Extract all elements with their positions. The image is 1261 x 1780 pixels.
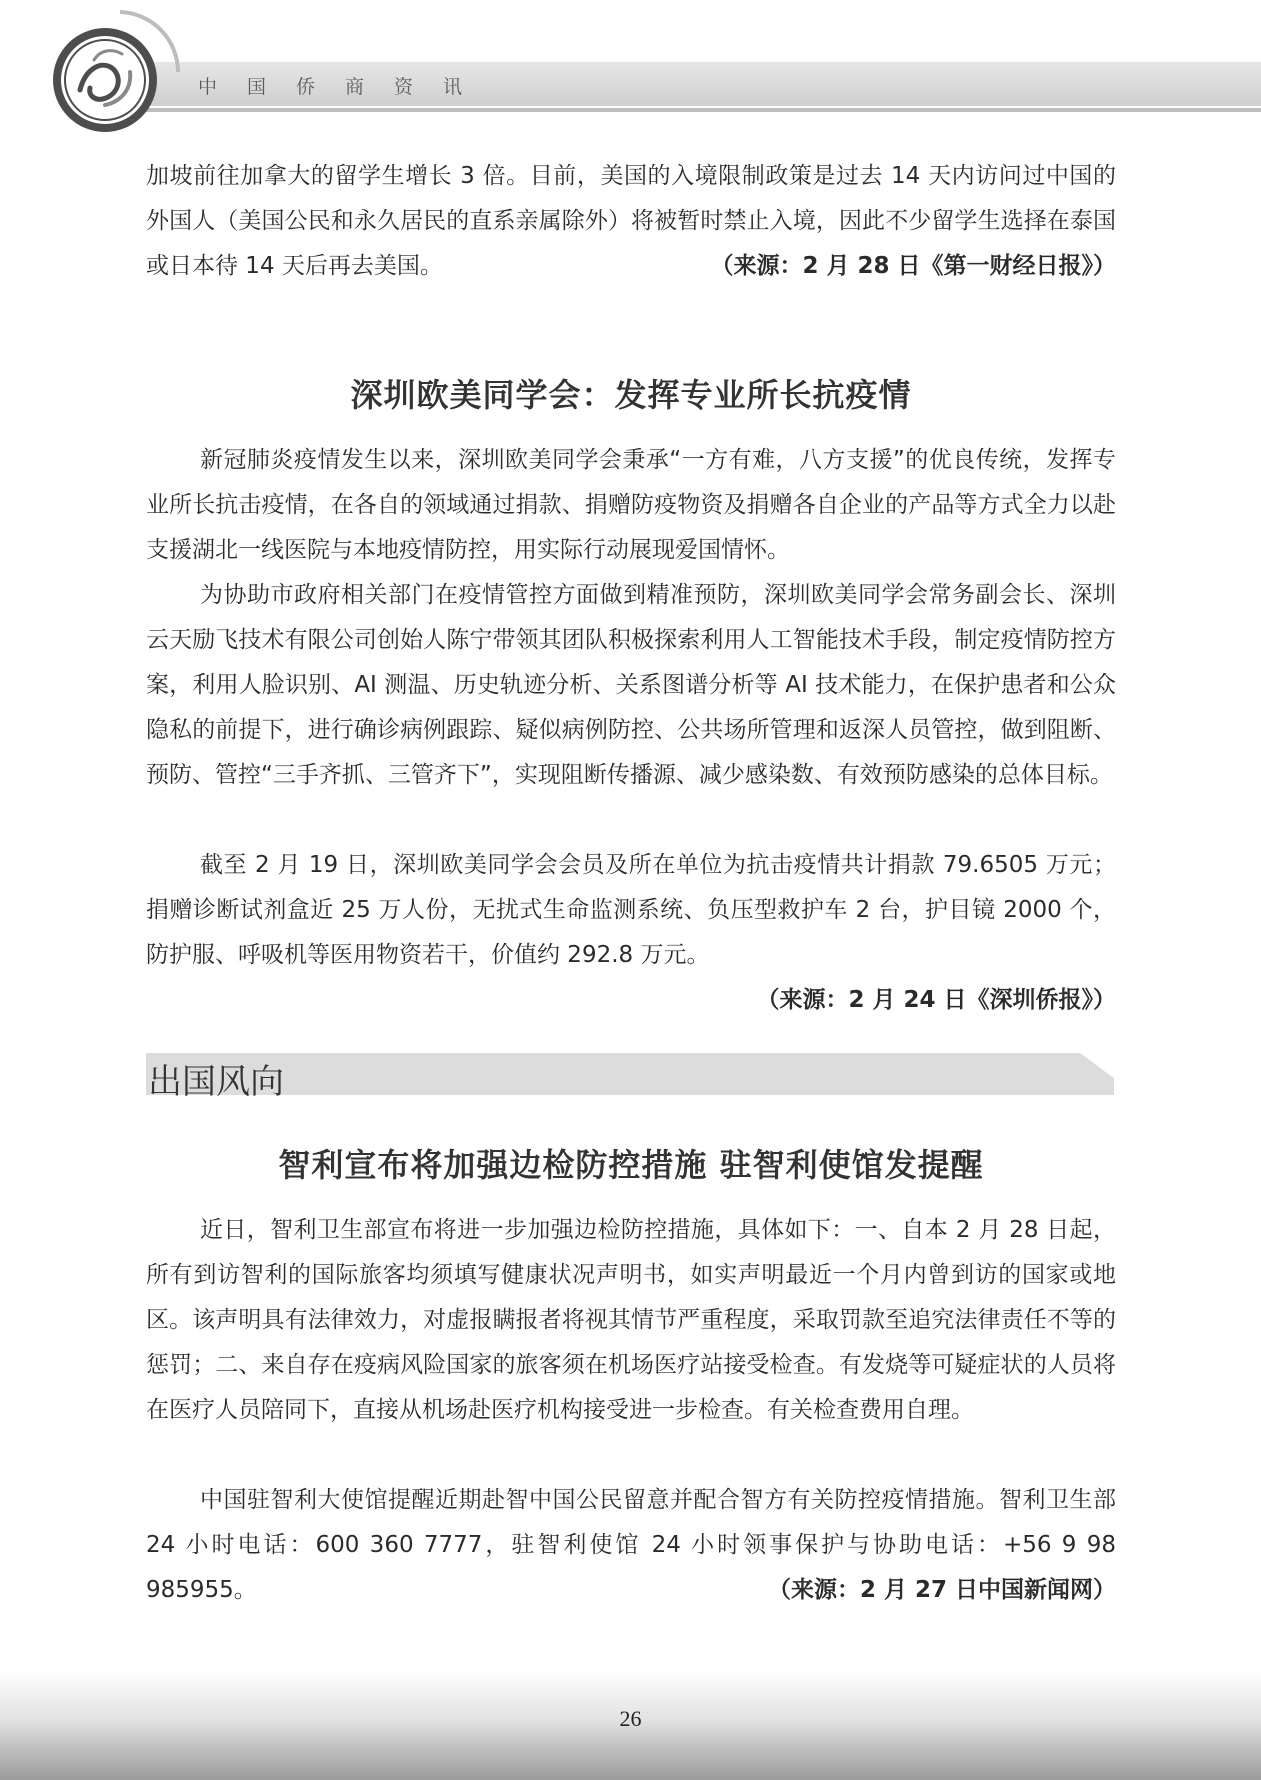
article2-paragraph-1: 近日，智利卫生部宣布将进一步加强边检防控措施，具体如下：一、自本 2 月 28 日起，所有到访智利的国际旅客均须填写健康状况声明书，如实声明最近一个月内曾到访的国家或地区。该声明具有法律效力，对虚报瞒报者将视其情节严重程度，采取罚款至追究法律责任不等的惩罚；二、来自存在疫病风险国家的旅客须在机场医疗站接受检查。有发烧等可疑症状的人员将在医疗人员陪同下，直接从机场赴医疗机构接受进一步检查。有关检查费用自理。 <box>146 1217 1116 1423</box>
logo-emblem-icon <box>50 10 180 140</box>
article2-paragraph-2 <box>146 1478 1116 1613</box>
intro-source: （来源：2 月 28 日《第一财经日报》） <box>710 253 1116 279</box>
logo <box>50 10 180 140</box>
page-number: 26 <box>619 1706 642 1731</box>
article2-source: （来源：2 月 27 日中国新闻网） <box>767 1577 1116 1603</box>
article1-paragraph-3-text: 截至 2 月 19 日，深圳欧美同学会会员及所在单位为抗击疫情共计捐款 79.6505 万元；捐赠诊断试剂盒近 25 万人份，无扰式生命监测系统、负压型救护车 2 台，护目镜 2000 个，防护服、呼吸机等医用物资若干，价值约 292.8 万元。 <box>146 852 1116 968</box>
section-band <box>146 1053 1114 1095</box>
intro-text: 加坡前往加拿大的留学生增长 3 倍。目前，美国的入境限制政策是过去 14 天内访问过中国的外国人（美国公民和永久居民的直系亲属除外）将被暂时禁止入境，因此不少留学生选择在泰国或日本待 14 天后再去美国。 <box>146 163 1116 279</box>
article1-source: （来源：2 月 24 日《深圳侨报》） <box>756 987 1116 1013</box>
article2-title: 智利宣布将加强边检防控措施 驻智利使馆发提醒 <box>278 1146 984 1184</box>
article1-title: 深圳欧美同学会：发挥专业所长抗疫情 <box>350 376 912 414</box>
header-title: 中国侨商资讯 <box>198 76 493 98</box>
article1-paragraph-2: 为协助市政府相关部门在疫情管控方面做到精准预防，深圳欧美同学会常务副会长、深圳云天励飞技术有限公司创始人陈宁带领其团队积极探索利用人工智能技术手段，制定疫情防控方案，利用人脸识别、AI 测温、历史轨迹分析、关系图谱分析等 AI 技术能力，在保护患者和公众隐私的前提下，进行确诊病例跟踪、疑似病例防控、公共场所管理和返深人员管控，做到阻断、预防、管控“三手齐抓、三管齐下”，实现阻断传播源、减少感染数、有效预防感染的总体目标。 <box>146 582 1116 788</box>
intro-paragraph <box>146 154 1116 289</box>
article1-paragraph-1: 新冠肺炎疫情发生以来，深圳欧美同学会秉承“一方有难，八方支援”的优良传统，发挥专业所长抗击疫情，在各自的领域通过捐款、捐赠防疫物资及捐赠各自企业的产品等方式全力以赴支援湖北一线医院与本地疫情防控，用实际行动展现爱国情怀。 <box>146 447 1116 563</box>
section-label: 出国风向 <box>148 1062 284 1102</box>
article2-paragraph-2-text: 中国驻智利大使馆提醒近期赴智中国公民留意并配合智方有关防控疫情措施。智利卫生部 24 小时电话：600 360 7777，驻智利使馆 24 小时领事保护与协助电话：+56 9 98 985955。 <box>146 1487 1116 1603</box>
article1-paragraph-3 <box>146 843 1116 1023</box>
